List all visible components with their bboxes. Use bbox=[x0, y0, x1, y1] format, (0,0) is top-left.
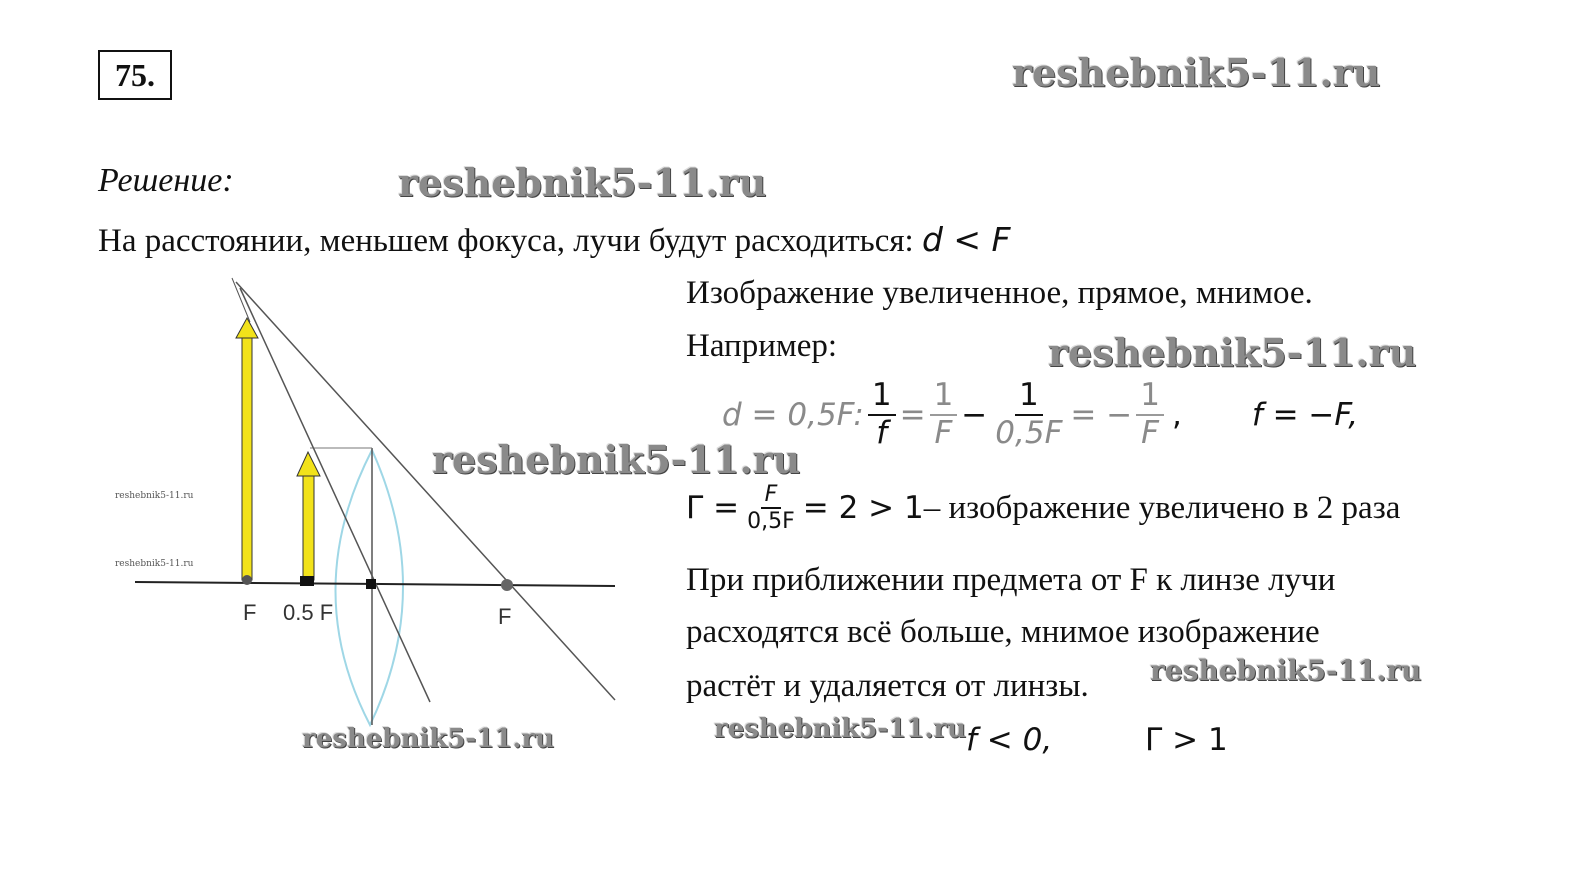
eq-frac-3: $\frac{1}{F}$ bbox=[1136, 378, 1164, 451]
watermark-paragraph: reshebnik5-11.ru bbox=[1150, 654, 1422, 687]
watermark-tiny-2: reshebnik5-11.ru bbox=[115, 559, 194, 569]
lens-equation bbox=[722, 378, 1358, 451]
statement-line bbox=[98, 220, 1011, 260]
magnification-equation bbox=[686, 482, 1400, 535]
focus-left-point bbox=[242, 575, 252, 585]
label-half-focus: 0.5 F bbox=[283, 600, 334, 625]
half-focus-point bbox=[300, 576, 314, 586]
final-condition-gamma: Γ > 1 bbox=[1145, 722, 1228, 758]
watermark-equation: reshebnik5-11.ru bbox=[432, 437, 801, 482]
eq-frac-2: $\frac{1}{0,5F}$ bbox=[995, 377, 1063, 451]
paragraph-line-2: расходятся всё больше, мнимое изображение bbox=[686, 614, 1320, 650]
ray-through-center bbox=[240, 288, 430, 702]
statement-math: d < F bbox=[921, 220, 1011, 259]
eq-sign: = bbox=[899, 396, 926, 433]
label-focus-left: F bbox=[243, 600, 257, 625]
eq-comma: , bbox=[1171, 396, 1182, 433]
watermark-diagram: reshebnik5-11.ru bbox=[302, 724, 555, 754]
image-description: Изображение увеличенное, прямое, мнимое. bbox=[686, 275, 1313, 311]
ray-extension bbox=[232, 278, 250, 322]
solution-label: Решение: bbox=[98, 162, 234, 199]
mag-text: – изображение увеличено в 2 раза bbox=[923, 489, 1401, 526]
watermark-example: reshebnik5-11.ru bbox=[1048, 330, 1417, 375]
paragraph-line-3: растёт и удаляется от линзы. bbox=[686, 668, 1089, 704]
label-focus-right: F bbox=[498, 604, 512, 629]
mag-lhs: Γ = bbox=[686, 490, 740, 527]
object-arrow-shaft bbox=[303, 470, 314, 580]
example-label: Например: bbox=[686, 328, 838, 364]
ray-through-focus bbox=[236, 282, 615, 700]
problem-number: 75. bbox=[98, 50, 172, 100]
watermark-solution: reshebnik5-11.ru bbox=[398, 160, 767, 205]
final-condition-f: f < 0, bbox=[966, 722, 1053, 758]
eq-result: f = −F, bbox=[1251, 396, 1359, 433]
lens-diagram bbox=[100, 270, 630, 770]
eq-minus: − bbox=[961, 396, 988, 433]
statement-text: На расстоянии, меньшем фокуса, лучи будут расходиться: bbox=[98, 223, 922, 259]
mag-rhs: = 2 > 1 bbox=[802, 490, 924, 527]
image-arrow-shaft bbox=[242, 332, 252, 580]
eq-prefix: d = 0,5F: bbox=[722, 396, 864, 433]
mag-frac: $\frac{F}{0,5F}$ bbox=[747, 482, 795, 535]
watermark-top: reshebnik5-11.ru bbox=[1012, 50, 1381, 95]
paragraph-line-1: При приближении предмета от F к линзе лучи bbox=[686, 562, 1336, 598]
watermark-tiny-1: reshebnik5-11.ru bbox=[115, 491, 194, 501]
lens-center-point bbox=[366, 579, 376, 589]
focus-right-point bbox=[501, 579, 513, 591]
watermark-final: reshebnik5-11.ru bbox=[714, 714, 967, 744]
eq-frac-lhs: $\frac{1}{f}$ bbox=[868, 378, 896, 451]
eq-sign-2: = − bbox=[1070, 396, 1133, 433]
eq-frac-1: $\frac{1}{F}$ bbox=[930, 378, 958, 451]
